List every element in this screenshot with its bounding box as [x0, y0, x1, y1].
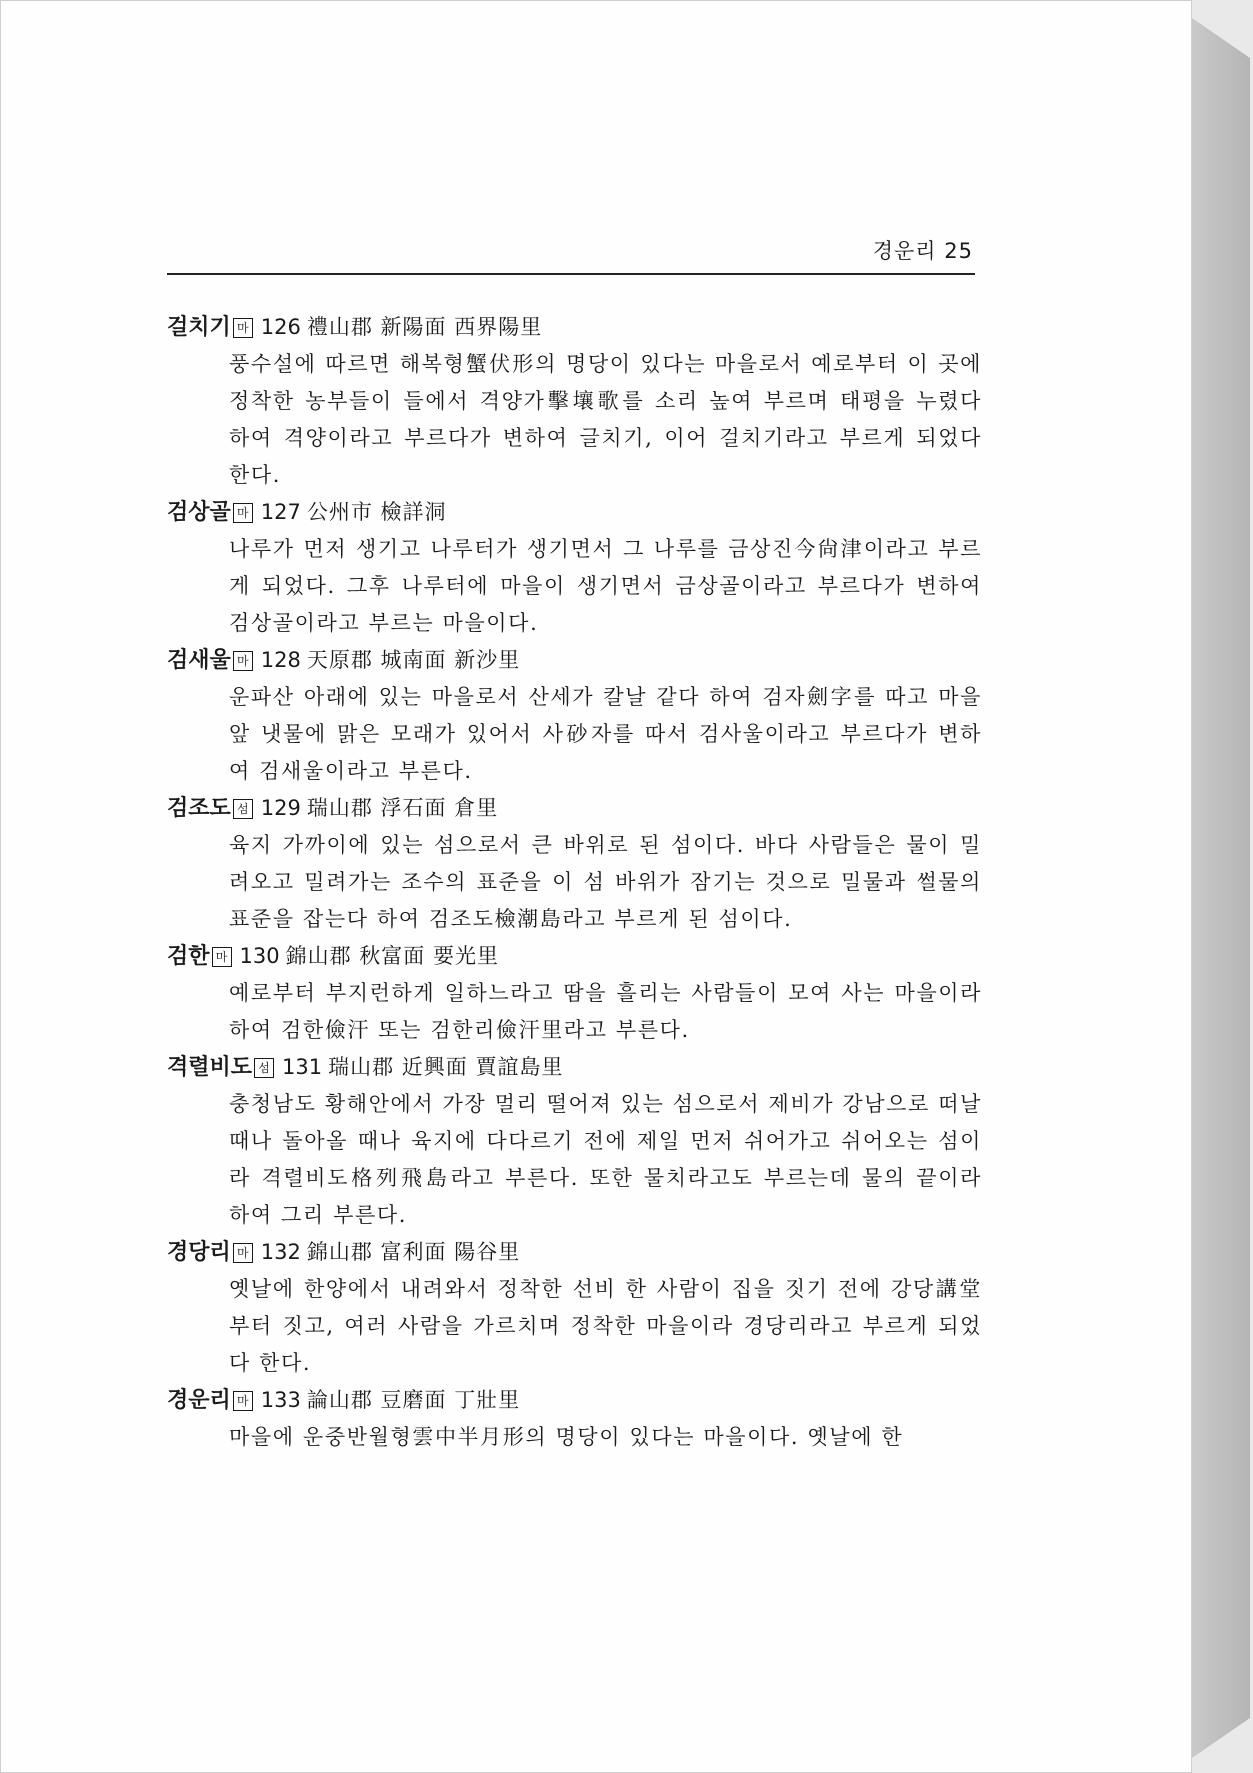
- entry-number: 133: [260, 1388, 301, 1412]
- entry-title: 경운리: [167, 1388, 231, 1413]
- entry: [167, 309, 982, 494]
- entry-type-badge: 마: [233, 1243, 253, 1263]
- entry-location: 天原郡 城南面 新沙里: [306, 648, 521, 672]
- entry: [167, 1234, 982, 1382]
- entry-number: 131: [282, 1055, 323, 1079]
- entry: [167, 642, 982, 790]
- entry-type-badge: 섬: [254, 1058, 274, 1078]
- entry-head: [167, 494, 982, 531]
- entry-head: [167, 1382, 982, 1419]
- entry-body: 풍수설에 따르면 해복형蟹伏形의 명당이 있다는 마을로서 예로부터 이 곳에 정착한 농부들이 들에서 격양가擊壤歌를 소리 높여 부르며 태평을 누렸다 하여 격양이라고 부르다가 변하여 글치기, 이어 걸치기라고 부르게 되었다 한다.: [229, 352, 982, 487]
- entry: [167, 1049, 982, 1234]
- entry-head: [167, 1234, 982, 1271]
- entry-head: [167, 642, 982, 679]
- entry-type-badge: 마: [233, 651, 253, 671]
- entry-title: 경당리: [167, 1240, 231, 1265]
- entry-body: 운파산 아래에 있는 마을로서 산세가 칼날 같다 하여 검자劍字를 따고 마을 앞 냇물에 맑은 모래가 있어서 사砂자를 따서 검사울이라고 부르다가 변하여 검새울이라고 부른다.: [229, 685, 982, 783]
- entry: [167, 790, 982, 938]
- entry-title: 걸치기: [167, 315, 231, 340]
- entry-location: 瑞山郡 浮石面 倉里: [306, 796, 499, 820]
- entry-body: 나루가 먼저 생기고 나루터가 생기면서 그 나루를 금상진今尙津이라고 부르게 되었다. 그후 나루터에 마을이 생기면서 금상골이라고 부르다가 변하여 검상골이라고 부르는 마을이다.: [229, 537, 982, 635]
- entry-type-badge: 마: [212, 947, 232, 967]
- entry-title: 검한: [167, 944, 210, 969]
- entry-type-badge: 마: [233, 503, 253, 523]
- entry-title: 검상골: [167, 500, 231, 525]
- entry-type-badge: 섬: [233, 799, 253, 819]
- entry-title: 검조도: [167, 796, 231, 821]
- entry-body: 옛날에 한양에서 내려와서 정착한 선비 한 사람이 집을 짓기 전에 강당講堂부터 짓고, 여러 사람을 가르치며 정착한 마을이라 경당리라고 부르게 되었다 한다.: [229, 1277, 982, 1375]
- entry-body: 마을에 운중반월형雲中半月形의 명당이 있다는 마을이다. 옛날에 한: [229, 1425, 904, 1449]
- entry-number: 128: [260, 648, 301, 672]
- entry-body: 육지 가까이에 있는 섬으로서 큰 바위로 된 섬이다. 바다 사람들은 물이 밀려오고 밀려가는 조수의 표준을 이 섬 바위가 잠기는 것으로 밀물과 썰물의 표준을 잡는다 하여 검조도檢潮島라고 부르게 된 섬이다.: [229, 833, 982, 931]
- entry-list: [167, 309, 982, 1456]
- entry-location: 錦山郡 秋富面 要光里: [285, 944, 499, 968]
- entry-number: 130: [239, 944, 280, 968]
- entry-type-badge: 마: [233, 318, 253, 338]
- entry-number: 132: [260, 1240, 301, 1264]
- entry-location: 瑞山郡 近興面 賈誼島里: [328, 1055, 564, 1079]
- entry-location: 禮山郡 新陽面 西界陽里: [306, 315, 543, 339]
- page-stack-edge: [1192, 18, 1250, 1758]
- entry-location: 公州市 檢詳洞: [306, 500, 447, 524]
- entry-title: 검새울: [167, 648, 231, 673]
- entry-number: 129: [260, 796, 301, 820]
- entry-head: [167, 938, 982, 975]
- entry-body: 예로부터 부지런하게 일하느라고 땀을 흘리는 사람들이 모여 사는 마을이라 하여 검한儉汗 또는 검한리儉汗里라고 부른다.: [229, 981, 982, 1042]
- entry-number: 126: [260, 315, 301, 339]
- entry-location: 錦山郡 富利面 陽谷里: [306, 1240, 521, 1264]
- entry-title: 격렬비도: [167, 1055, 253, 1080]
- entry-location: 論山郡 豆磨面 丁壯里: [306, 1388, 521, 1412]
- entry-number: 127: [260, 500, 301, 524]
- running-head: 경운리 25: [872, 239, 973, 263]
- entry-head: [167, 1049, 982, 1086]
- entry: [167, 494, 982, 642]
- entry: [167, 938, 982, 1049]
- entry-head: [167, 309, 982, 346]
- entry-head: [167, 790, 982, 827]
- entry-type-badge: 마: [233, 1391, 253, 1411]
- entry: [167, 1382, 982, 1456]
- page-header: [167, 233, 975, 275]
- entry-body: 충청남도 황해안에서 가장 멀리 떨어져 있는 섬으로서 제비가 강남으로 떠날 때나 돌아올 때나 육지에 다다르기 전에 제일 먼저 쉬어가고 쉬어오는 섬이라 격렬비도格列飛島라고 부른다. 또한 물치라고도 부르는데 물의 끝이라 하여 그리 부른다.: [229, 1092, 982, 1227]
